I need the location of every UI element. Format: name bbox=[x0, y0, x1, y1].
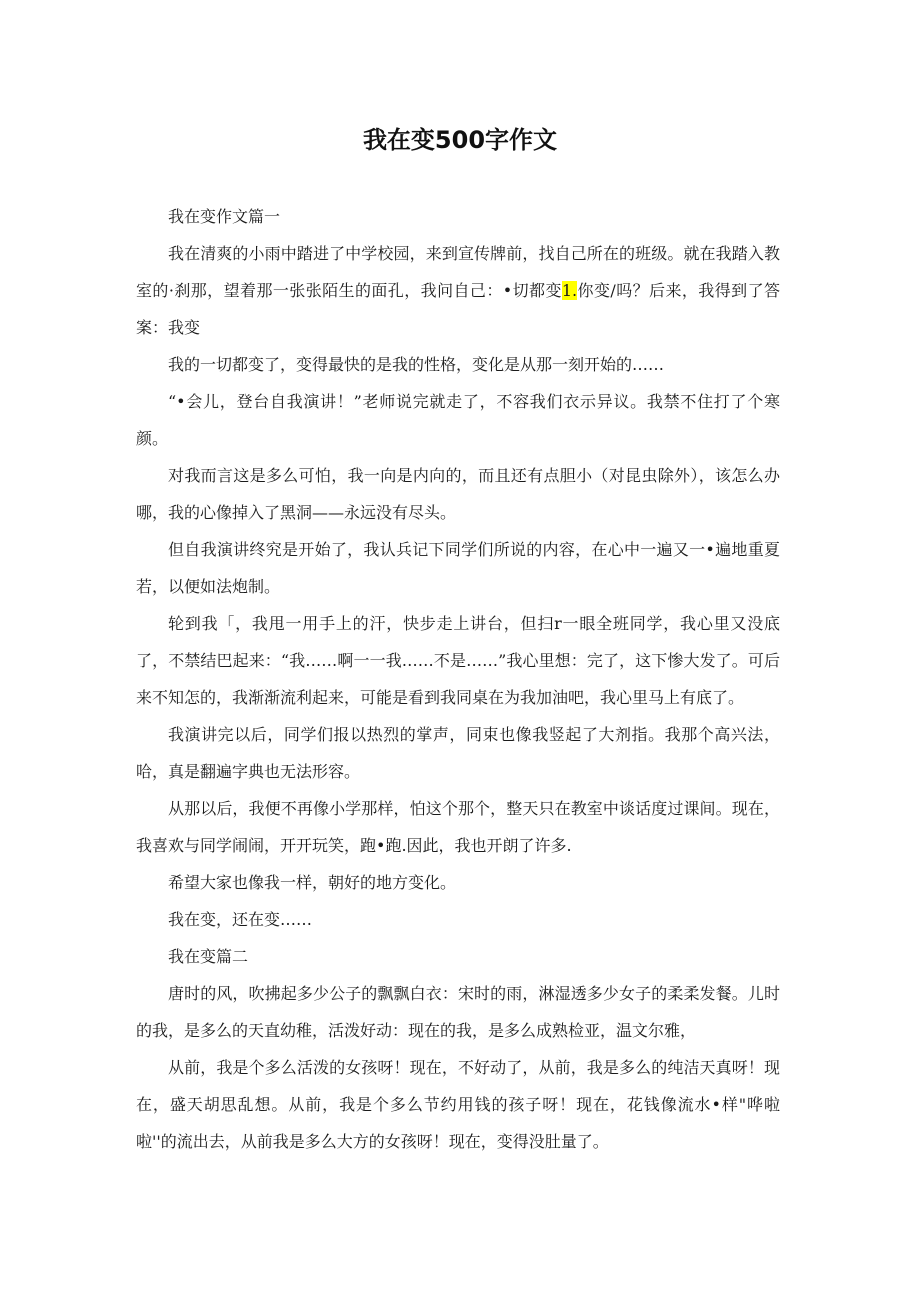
paragraph-8 bbox=[136, 716, 780, 790]
paragraph-text: 但自我演讲终究是开始了，我认兵记下同学们所说的内容，在心中一遍又一•遍地重夏若，以便如法炮制。 bbox=[136, 540, 780, 596]
paragraph-text: 我演讲完以后，同学们报以热烈的掌声，同束也像我竖起了大剂指。我那个高兴法，哈，真是翻遍字典也无法形容。 bbox=[136, 725, 780, 781]
paragraph-text: 对我而言这是多么可怕，我一向是内向的，而且还有点胆小（对昆虫除外），该怎么办哪，我的心像掉入了黑洞——永远没有尽头。 bbox=[136, 466, 780, 522]
paragraph-text: 唐时的风，吹拂起多少公子的飘飘白衣：宋时的雨，淋湿透多少女子的柔柔发餐。儿时的我，是多么的天直幼稚，活泼好动：现在的我，是多么成熟检亚，温文尔雅， bbox=[136, 984, 780, 1040]
paragraph-2 bbox=[136, 235, 780, 346]
paragraph-text: 我在变，还在变…… bbox=[168, 910, 313, 929]
paragraph-6 bbox=[136, 531, 780, 605]
paragraph-13 bbox=[136, 975, 780, 1049]
document-body bbox=[136, 198, 780, 1160]
paragraph-4 bbox=[136, 383, 780, 457]
paragraph-text: 希望大家也像我一样，朝好的地方变化。 bbox=[168, 873, 457, 892]
paragraph-10 bbox=[136, 864, 780, 901]
paragraph-text: 我在变篇二 bbox=[168, 947, 249, 966]
paragraph-9 bbox=[136, 790, 780, 864]
paragraph-text: 从前，我是个多么活泼的女孩呀！现在，不好动了，从前，我是多么的纯洁天真呀！现在，盛天胡思乱想。从前，我是个多么节约用钱的孩子呀！现在，花钱像流水•样"哗啦啦''的流出去，从前我是多么大方的女孩呀！现在，变得没肚量了。 bbox=[136, 1058, 780, 1151]
paragraph-11 bbox=[136, 901, 780, 938]
paragraph-text: 我在变作文篇一 bbox=[168, 207, 281, 226]
paragraph-text: “•会儿，登台自我演讲！”老师说完就走了，不容我们衣示异议。我禁不住打了个寒颜。 bbox=[136, 392, 780, 448]
paragraph-12 bbox=[136, 938, 780, 975]
paragraph-7 bbox=[136, 605, 780, 716]
document-title: 我在变500字作文 bbox=[362, 126, 558, 154]
paragraph-text: 我的一切都变了，变得最快的是我的性格，变化是从那一刻开始的…… bbox=[168, 355, 665, 374]
paragraph-text: 我在清爽的小雨中踏进了中学校园，来到宣传牌前，找自己所在的班级。就在我踏入教室的·刹那，望着那一张张陌生的面孔，我问自己：•切都变 bbox=[136, 244, 780, 300]
paragraph-14 bbox=[136, 1049, 780, 1160]
paragraph-text: 轮到我「，我甩一用手上的汗，快步走上讲台，但扫r一眼全班同学，我心里又没底了，不禁结巴起来：“我……啊一一我……不是……”我心里想：完了，这下惨大发了。可后来不知怎的，我渐渐流利起来，可能是看到我同桌在为我加油吧，我心里马上有底了。 bbox=[136, 614, 780, 707]
paragraph-5 bbox=[136, 457, 780, 531]
paragraph-text: 从那以后，我便不再像小学那样，怕这个那个，整天只在教室中谈话度过课间。现在，我喜欢与同学闹闹，开开玩笑，跑•跑.因此，我也开朗了许多. bbox=[136, 799, 780, 855]
paragraph-text-continued: 你变/吗？后来，我得到了答案：我变 bbox=[136, 281, 780, 337]
paragraph-3 bbox=[136, 346, 780, 383]
highlighted-text: 1. bbox=[561, 281, 578, 300]
paragraph-1 bbox=[136, 198, 780, 235]
